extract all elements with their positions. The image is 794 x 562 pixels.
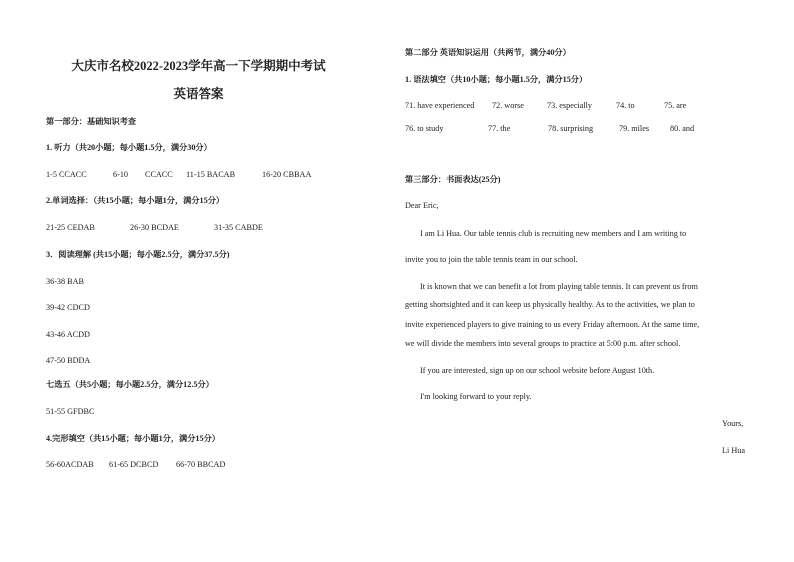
word-choice-answer: 21-25 CEDAB bbox=[46, 223, 95, 232]
part2-heading: 第二部分 英语知识运用（共两节，满分40分） bbox=[405, 48, 571, 57]
grammar-answer: 78. surprising bbox=[548, 124, 594, 133]
letter-line: we will divide the members into several groups to practice at 5:00 p.m. after school. bbox=[405, 339, 681, 348]
grammar-answer: 74. to bbox=[616, 101, 635, 110]
part1-heading: 第一部分：基础知识考查 bbox=[46, 117, 137, 126]
reading-answer: 47-50 BDDA bbox=[46, 356, 91, 365]
word-choice-answer: 31-35 CABDE bbox=[214, 223, 263, 232]
letter-line: I'm looking forward to your reply. bbox=[420, 392, 532, 401]
seven-choose-five-answer: 51-55 GFDBC bbox=[46, 407, 95, 416]
letter-closing: Yours, bbox=[722, 419, 744, 428]
grammar-answer: 71. have experienced bbox=[405, 101, 475, 110]
reading-answer: 36-38 BAB bbox=[46, 277, 84, 286]
letter-signature: Li Hua bbox=[722, 446, 745, 455]
grammar-answer: 80. and bbox=[670, 124, 695, 133]
grammar-fill-heading: 1. 语法填空（共10小题；每小题1.5分，满分15分） bbox=[405, 75, 588, 84]
grammar-answer: 77. the bbox=[488, 124, 511, 133]
letter-line: invite you to join the table tennis team in our school. bbox=[405, 255, 578, 264]
letter-line: It is known that we can benefit a lot from playing table tennis. It can prevent us from bbox=[420, 282, 698, 291]
cloze-answer: 61-65 DCBCD bbox=[109, 460, 159, 469]
grammar-answer: 75. are bbox=[664, 101, 687, 110]
letter-line: I am Li Hua. Our table tennis club is recruiting new members and I am writing to bbox=[420, 229, 687, 238]
reading-heading: 3．阅读理解 (共15小题；每小题2.5分，满分37.5分) bbox=[46, 250, 230, 259]
cloze-answer: 56-60ACDAB bbox=[46, 460, 94, 469]
seven-choose-five-heading: 七选五（共5小题；每小题2.5分，满分12.5分） bbox=[46, 380, 214, 389]
page-subtitle: 英语答案 bbox=[173, 87, 224, 101]
letter-greeting: Dear Eric, bbox=[405, 201, 439, 210]
cloze-heading: 4.完形填空（共15小题；每小题1分，满分15分） bbox=[46, 434, 220, 443]
listening-answer: 6-10 bbox=[113, 170, 129, 179]
listening-answer: 1-5 CCACC bbox=[46, 170, 87, 179]
listening-answer: 16-20 CBBAA bbox=[262, 170, 312, 179]
listening-heading: 1. 听力（共20小题；每小题1.5分，满分30分） bbox=[46, 143, 212, 152]
letter-line: getting shortsighted and it can keep us physically healthy. As to the activities, we plan to bbox=[405, 300, 695, 309]
word-choice-answer: 26-30 BCDAE bbox=[130, 223, 179, 232]
reading-answer: 43-46 ACDD bbox=[46, 330, 90, 339]
grammar-answer: 73. especially bbox=[547, 101, 593, 110]
letter-line: invite experienced players to give training to us every Friday afternoon. At the same time, bbox=[405, 320, 700, 329]
reading-answer: 39-42 CDCD bbox=[46, 303, 90, 312]
page-title: 大庆市名校2022-2023学年高一下学期期中考试 bbox=[71, 59, 326, 73]
listening-answer: CCACC bbox=[145, 170, 173, 179]
word-choice-heading: 2.单词选择：（共15小题；每小题1分，满分15分） bbox=[46, 196, 225, 205]
cloze-answer: 66-70 BBCAD bbox=[176, 460, 226, 469]
grammar-answer: 79. miles bbox=[619, 124, 650, 133]
grammar-answer: 72. worse bbox=[492, 101, 524, 110]
part3-heading: 第三部分：书面表达(25分) bbox=[405, 175, 501, 184]
grammar-answer: 76. to study bbox=[405, 124, 444, 133]
letter-line: If you are interested, sign up on our school website before August 10th. bbox=[420, 366, 655, 375]
listening-answer: 11-15 BACAB bbox=[186, 170, 236, 179]
